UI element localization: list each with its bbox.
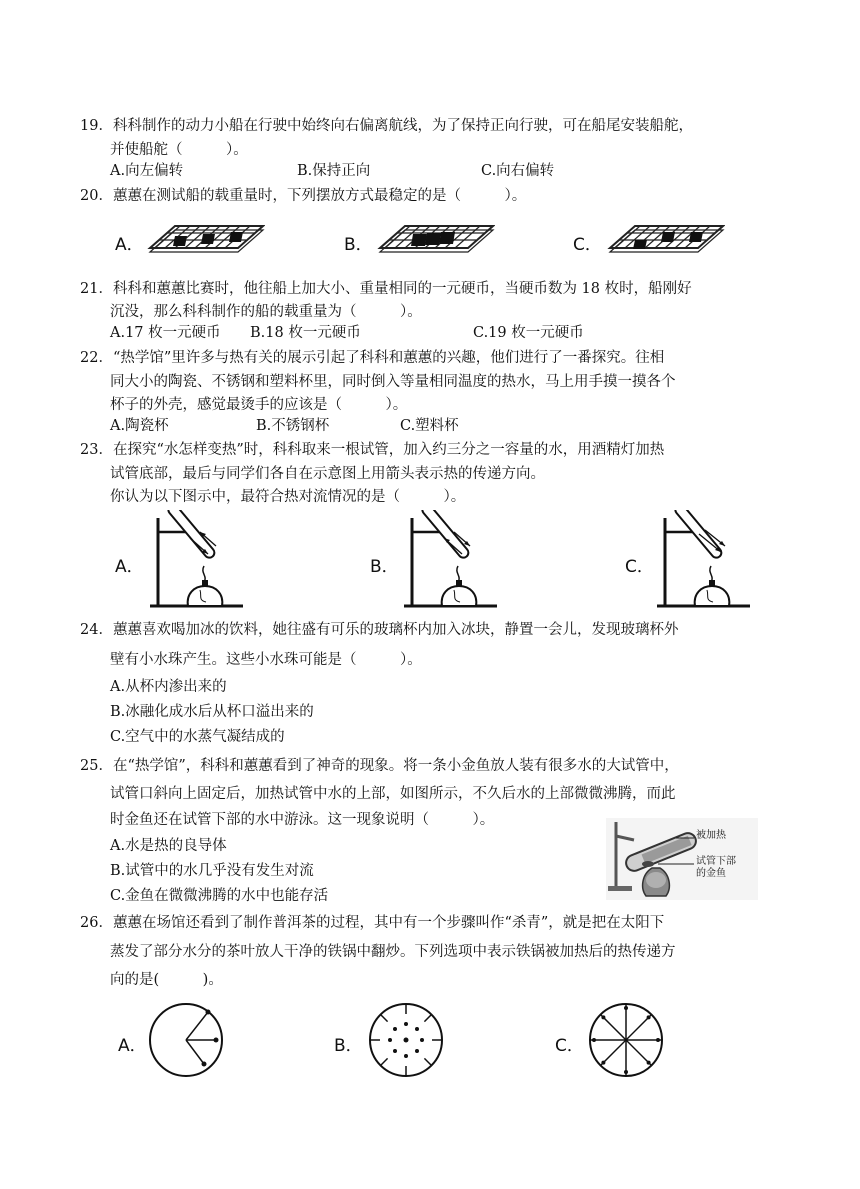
question-25-option-a[interactable]: A.水是热的良导体 <box>110 838 227 854</box>
question-24-option-b[interactable]: B.冰融化成水后从杯口溢出来的 <box>110 704 314 720</box>
question-25-option-c[interactable]: C.金鱼在微微沸腾的水中也能存活 <box>110 888 329 904</box>
question-22-line-3: 杯子的外壳，感觉最烫手的应该是（ ）。 <box>110 397 408 413</box>
question-21-line-2: 沉没，那么科科制作的船的载重量为（ ）。 <box>110 304 422 320</box>
option-c[interactable]: C.19 枚一元硬币 <box>473 325 584 341</box>
question-24-line-2: 壁有小水珠产生。这些小水珠可能是（ ）。 <box>110 652 422 668</box>
question-19-line-1: 19．科科制作的动力小船在行驶中始终向右偏离航线，为了保持正向行驶，可在船尾安装船舵， <box>80 118 693 134</box>
heating-apparatus-c-image[interactable] <box>655 510 755 610</box>
q23-option-c-label[interactable]: C． <box>625 557 654 577</box>
heat-diagram-c-image[interactable] <box>586 1000 666 1080</box>
option-b[interactable]: B.不锈钢杯 <box>256 418 330 434</box>
heat-diagram-a-image[interactable] <box>146 1000 226 1080</box>
heating-apparatus-a-image[interactable] <box>148 510 248 610</box>
q26-option-c-label[interactable]: C． <box>555 1036 584 1056</box>
question-24-option-a[interactable]: A.从杯内渗出来的 <box>110 679 227 695</box>
question-22-line-1: 22．“热学馆”里许多与热有关的展示引起了科科和蕙蕙的兴趣，他们进行了一番探究。往相 <box>80 350 665 366</box>
question-24-option-c[interactable]: C.空气中的水蒸气凝结成的 <box>110 729 285 745</box>
question-25-line-1: 25．在“热学馆”，科科和蕙蕙看到了神奇的现象。将一条小金鱼放人装有很多水的大试管中， <box>80 758 679 774</box>
question-22-line-2: 同大小的陶瓷、不锈钢和塑料杯里，同时倒入等量相同温度的热水，马上用手摸一摸各个 <box>110 374 676 390</box>
option-a[interactable]: A.17 枚一元硬币 <box>110 325 221 341</box>
q20-option-a-label[interactable]: A． <box>115 235 144 255</box>
figure-label-goldfish: 的金鱼 <box>696 868 726 879</box>
figure-label-tube-bottom: 试管下部 <box>696 856 736 867</box>
question-19-line-2: 并使船舵（ ）。 <box>110 142 248 158</box>
boat-grid-b-image[interactable] <box>375 218 495 270</box>
option-a[interactable]: A.向左偏转 <box>110 163 184 179</box>
boat-grid-a-image[interactable] <box>145 218 265 270</box>
question-23-line-3: 你认为以下图示中，最符合热对流情况的是（ ）。 <box>110 489 466 505</box>
question-21-line-1: 21．科科和蕙蕙比赛时，他往船上加大小、重量相同的一元硬币，当硬币数为 18 枚时，船刚好 <box>80 281 692 297</box>
question-25-line-2: 试管口斜向上固定后，加热试管中水的上部，如图所示，不久后水的上部微微沸腾，而此 <box>110 786 676 802</box>
q26-option-a-label[interactable]: A． <box>118 1036 147 1056</box>
question-25-line-3: 时金鱼还在试管下部的水中游泳。这一现象说明（ ）。 <box>110 812 495 828</box>
heating-apparatus-b-image[interactable] <box>402 510 502 610</box>
question-24-line-1: 24．蕙蕙喜欢喝加冰的饮料，她往盛有可乐的玻璃杯内加入冰块，静置一会儿，发现玻璃杯外 <box>80 622 679 638</box>
question-23-line-1: 23．在探究“水怎样变热”时，科科取来一根试管，加入约三分之一容量的水，用酒精灯加热 <box>80 442 665 458</box>
q20-option-b-label[interactable]: B． <box>344 235 373 255</box>
boat-grid-c-image[interactable] <box>605 218 725 270</box>
option-b[interactable]: B.18 枚一元硬币 <box>250 325 361 341</box>
q23-option-a-label[interactable]: A． <box>115 557 144 577</box>
option-b[interactable]: B.保持正向 <box>297 163 371 179</box>
q23-option-b-label[interactable]: B． <box>370 557 399 577</box>
q20-option-c-label[interactable]: C． <box>573 235 602 255</box>
heat-diagram-b-image[interactable] <box>366 1000 446 1080</box>
q26-option-b-label[interactable]: B． <box>334 1036 363 1056</box>
question-20-line-1: 20．蕙蕙在测试船的载重量时，下列摆放方式最稳定的是（ ）。 <box>80 188 527 204</box>
option-a[interactable]: A.陶瓷杯 <box>110 418 169 434</box>
question-25-option-b[interactable]: B.试管中的水几乎没有发生对流 <box>110 863 314 879</box>
figure-label-heated: 被加热 <box>696 830 726 841</box>
question-23-line-2: 试管底部，最后与同学们各自在示意图上用箭头表示热的传递方向。 <box>110 466 545 482</box>
option-c[interactable]: C.塑料杯 <box>400 418 459 434</box>
question-26-line-2: 蒸发了部分水分的茶叶放人干净的铁锅中翻炒。下列选项中表示铁锅被加热后的热传递方 <box>110 944 676 960</box>
question-26-line-3: 向的是( )。 <box>110 972 223 988</box>
option-c[interactable]: C.向右偏转 <box>481 163 555 179</box>
question-26-line-1: 26．蕙蕙在场馆还看到了制作普洱茶的过程，其中有一个步骤叫作“杀青”，就是把在太阳下 <box>80 915 665 931</box>
